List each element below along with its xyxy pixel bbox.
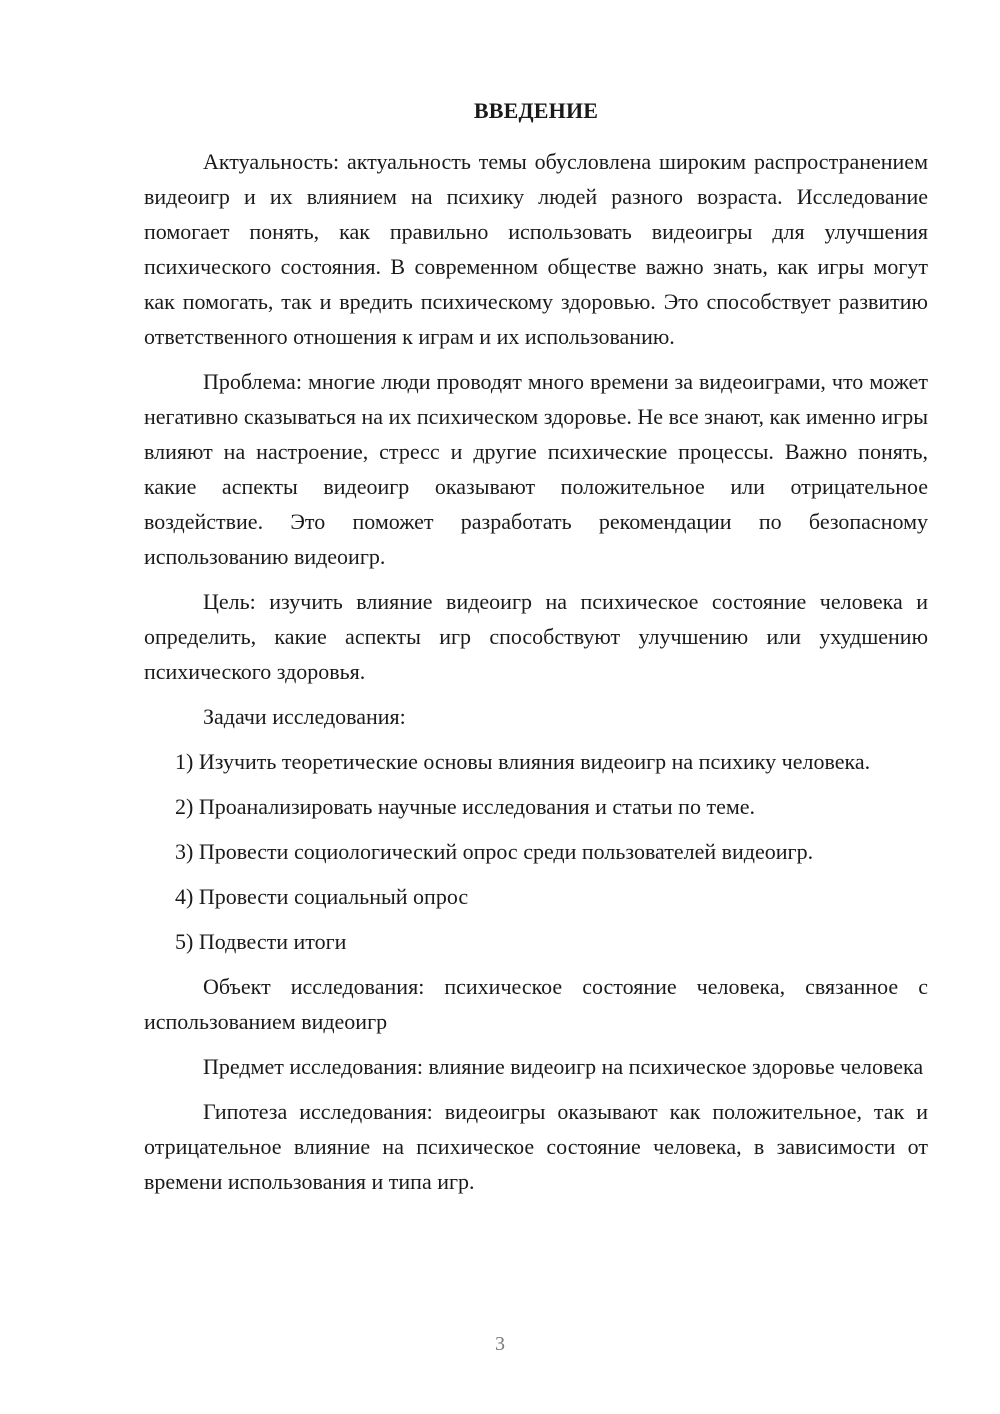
tasks-heading: Задачи исследования:	[203, 704, 406, 729]
goal-paragraph: Цель: изучить влияние видеоигр на психическое состояние человека и определить, какие аспекты игр способствуют улучшению или ухудшению психического здоровья.	[144, 589, 928, 684]
task-item-1: 1) Изучить теоретические основы влияния видеоигр на психику человека.	[175, 749, 871, 774]
subject-paragraph: Предмет исследования: влияние видеоигр на психическое здоровье человека	[203, 1054, 924, 1079]
hypothesis-paragraph: Гипотеза исследования: видеоигры оказывают как положительное, так и отрицательное влияние на психическое состояние человека, в зависимости от времени использования и типа игр.	[144, 1099, 928, 1194]
task-item-2: 2) Проанализировать научные исследования и статьи по теме.	[175, 794, 756, 819]
object-paragraph: Объект исследования: психическое состояние человека, связанное с использованием видеоигр	[144, 974, 928, 1034]
document-page	[144, 96, 928, 1209]
page-title: ВВЕДЕНИЕ	[473, 98, 599, 123]
task-item-3: 3) Провести социологический опрос среди пользователей видеоигр.	[175, 839, 814, 864]
problem-paragraph: Проблема: многие люди проводят много времени за видеоиграми, что может негативно сказываться на их психическом здоровье. Не все знают, как именно игры влияют на настроение, стресс и другие психические процессы. Важно понять, какие аспекты видеоигр оказывают положительное или отрицательное воздействие. Это поможет разработать рекомендации по безопасному использованию видеоигр.	[144, 369, 928, 569]
page-number: 3	[495, 1333, 505, 1355]
task-item-5: 5) Подвести итоги	[175, 929, 347, 954]
task-item-4: 4) Провести социальный опрос	[175, 884, 469, 909]
relevance-paragraph: Актуальность: актуальность темы обусловлена широким распространением видеоигр и их влиянием на психику людей разного возраста. Исследование помогает понять, как правильно использовать видеоигры для улучшения психического состояния. В современном обществе важно знать, как игры могут как помогать, так и вредить психическому здоровью. Это способствует развитию ответственного отношения к играм и их использованию.	[144, 149, 928, 349]
tasks-list	[144, 744, 928, 959]
